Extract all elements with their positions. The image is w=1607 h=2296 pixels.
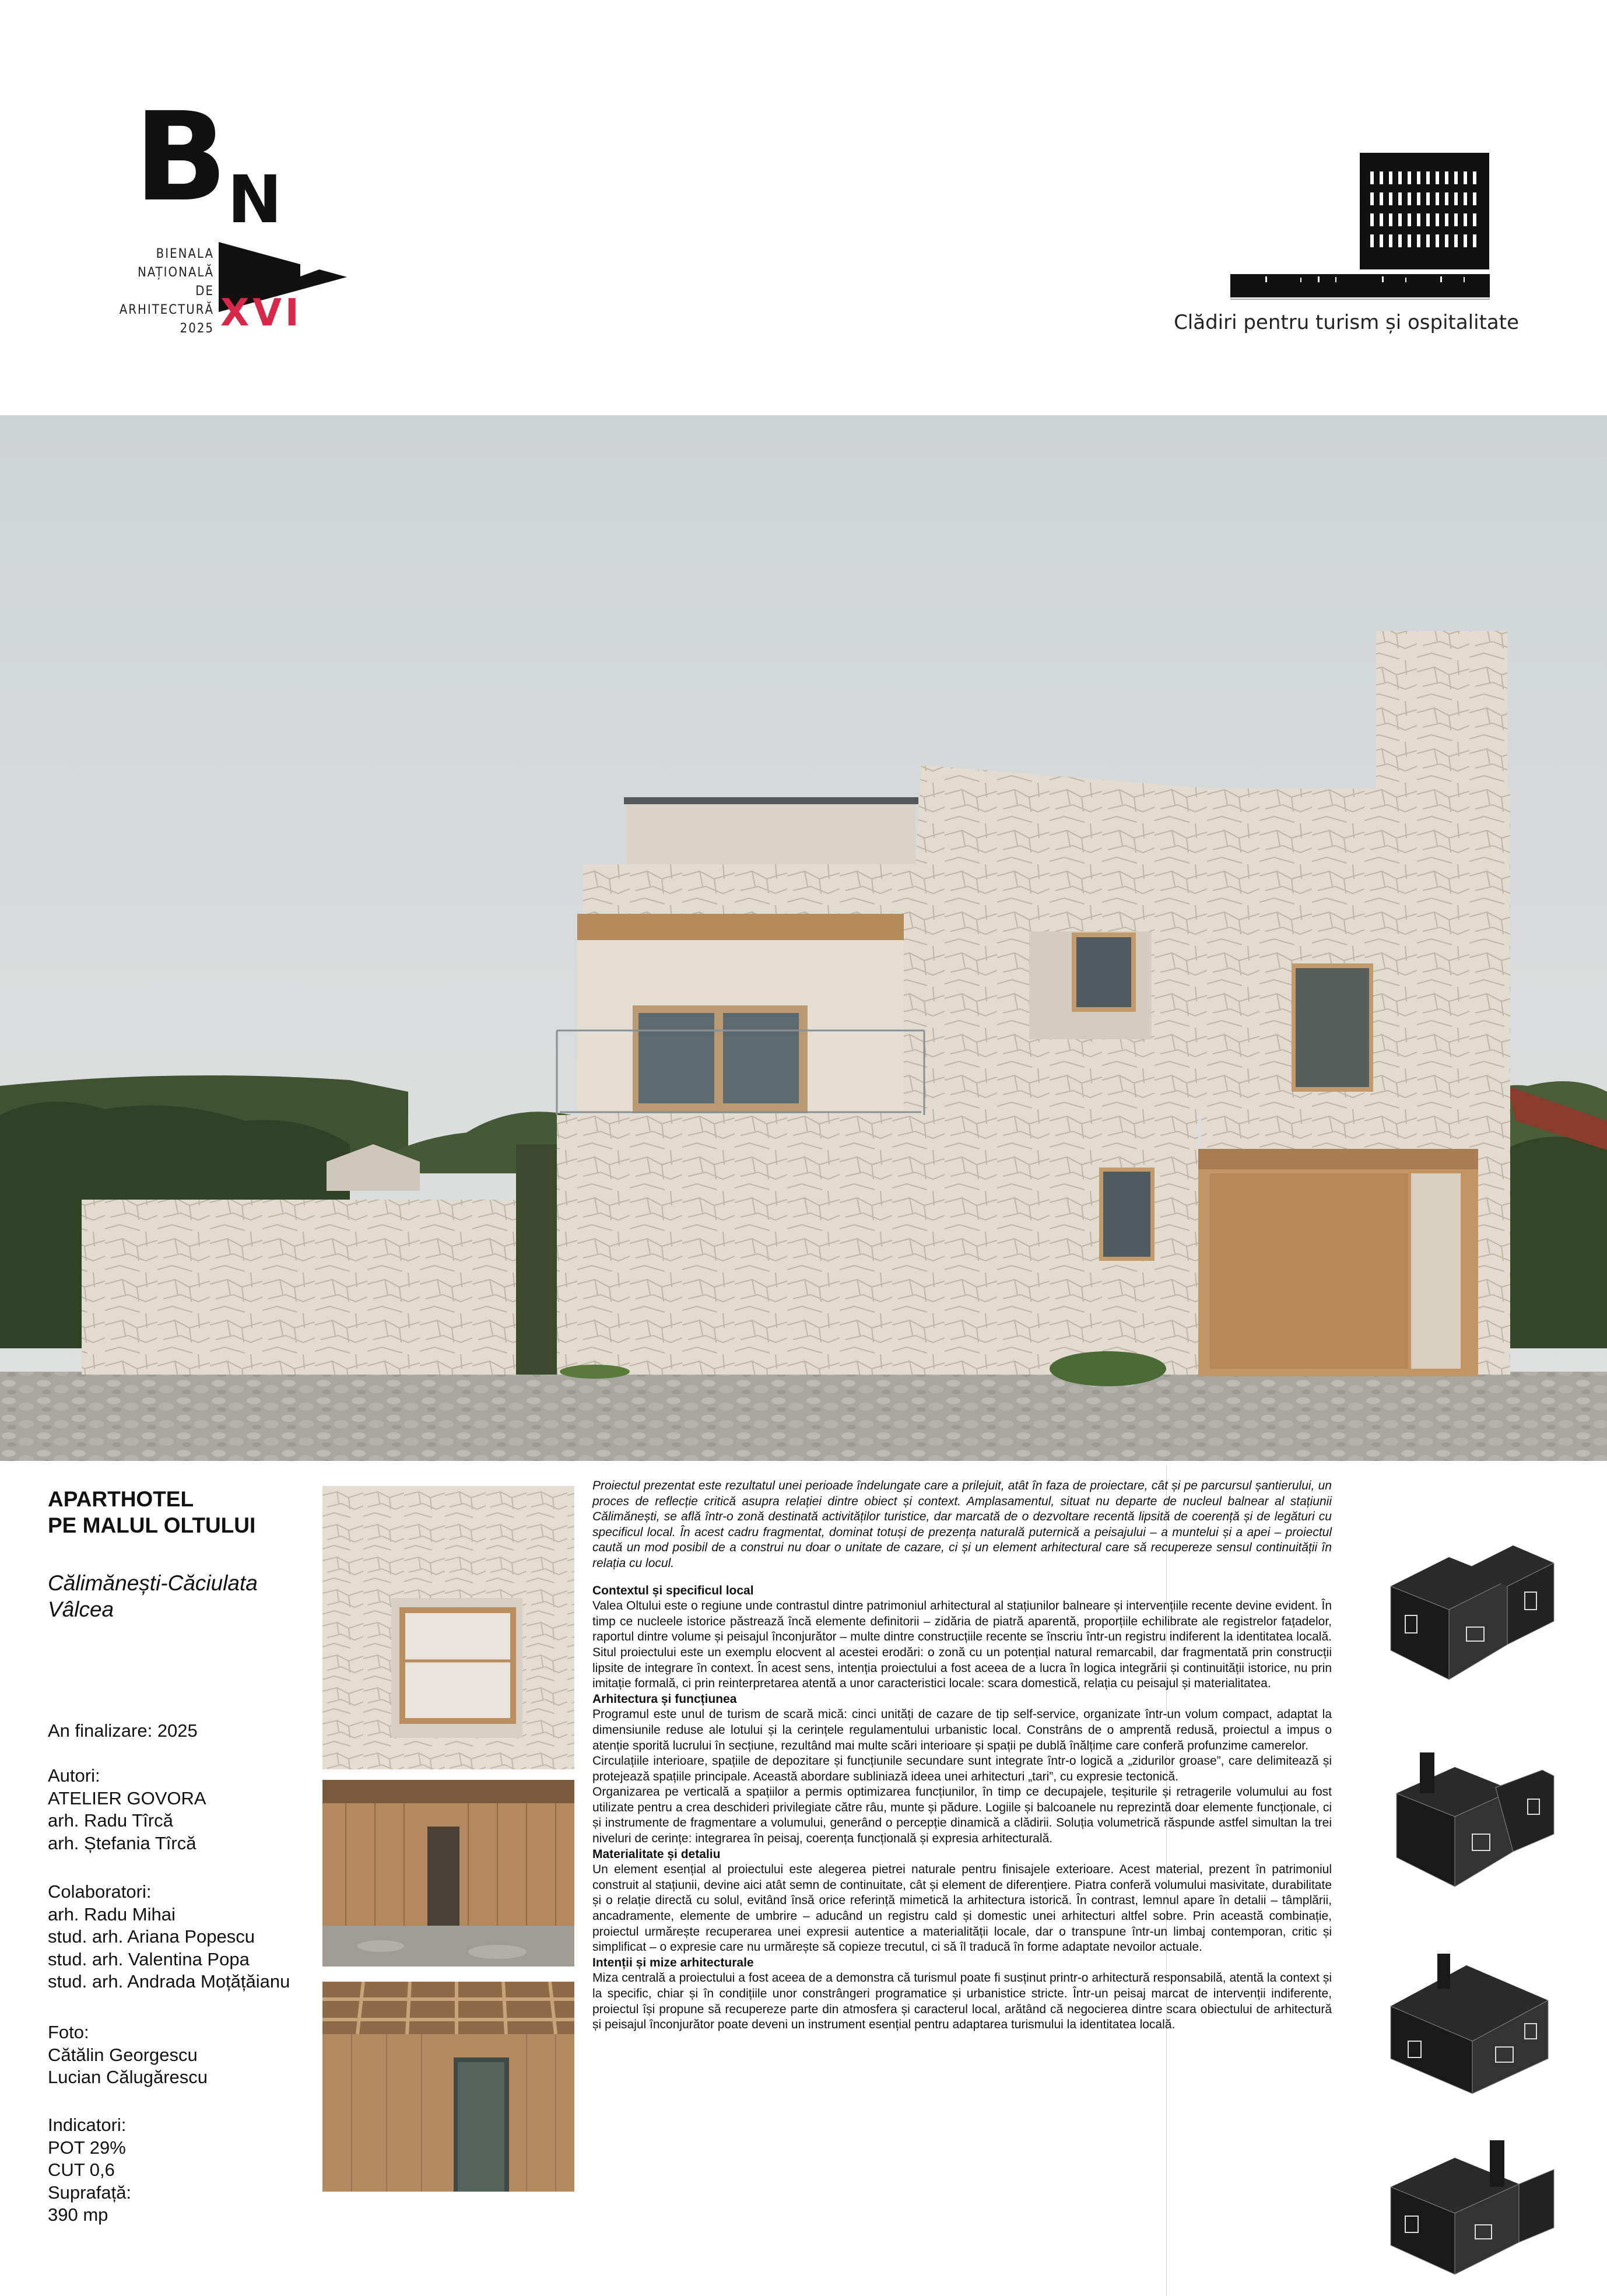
indicator: 390 mp <box>48 2204 108 2225</box>
photographer: Lucian Călugărescu <box>48 2067 208 2087</box>
logo-edition: XVI <box>220 292 303 335</box>
collaborator: stud. arh. Ariana Popescu <box>48 1926 255 1947</box>
indicators-label: Indicatori: <box>48 2115 127 2135</box>
logo-caption <box>120 245 214 338</box>
title-line: APARTHOTEL <box>48 1487 194 1511</box>
photo-credits-block <box>48 2021 316 2089</box>
indicator: Suprafață: <box>48 2182 132 2203</box>
axonometric-diagram-4 <box>1379 2129 1557 2286</box>
logo-letter-b: B <box>134 86 228 229</box>
section-paragraph: Miza centrală a proiectului a fost aceea de a demonstra că turismul poate fi susținut printr-o arhitectură responsabilă, atentă la context și la specific, chiar și în condițiile unor constrângeri programatice și urbanistice stricte. Într-un peisaj marcat de intervenții indiferente, proiectul își propune să recupereze parte din atmosfera și caracterul local, arătând că negocierea dintre scara obiectului de arhitectură și peisajul înconjurător poate deveni un instrument esențial pentru adaptarea turismului la identitatea locală. <box>592 1971 1332 2032</box>
author: arh. Ștefania Tîrcă <box>48 1832 197 1853</box>
indicator: CUT 0,6 <box>48 2160 115 2180</box>
logo-line: NAȚIONALĂ <box>137 265 214 280</box>
category-label: Clădiri pentru turism și ospitalitate <box>1174 311 1519 334</box>
logo-letter-n: N <box>227 162 282 238</box>
collaborator: stud. arh. Andrada Moțățăianu <box>48 1971 290 1992</box>
detail-photo-entrance <box>322 1982 574 2192</box>
location-line: Vâlcea <box>48 1597 114 1621</box>
section-paragraph: Valea Oltului este o regiune unde contrastul dintre patrimoniul arhitectural al stațiunilor balneare și intervențiile recente devine evident. În timp ce nucleele istorice păstrează încă elemente definitorii – zidăria de piatră aparentă, proporțiile echilibrate ale registrelor fațadelor, raportul dintre volume și peisajul înconjurător – multe dintre construcțiile recente se înscriu într-un registru indiferent la identitatea locală. Situl proiectului este un exemplu elocvent al acestei erodări: o zonă cu un potențial natural remarcabil, dar fragmentată prin construcții lipsite de integrare în context. În acest sens, intenția proiectului a fost aceea de a lucra în logica integrării și continuității istorice, nu prin imitație formală, ci prin reinterpretarea atentă a unor caracteristici locale: scara domestică, relația cu peisajul și materialitatea. <box>592 1599 1332 1691</box>
title-line: PE MALUL OLTULUI <box>48 1513 256 1537</box>
authors-block <box>48 1765 316 1855</box>
hotel-building-icon <box>1230 153 1490 302</box>
section-paragraph: Organizarea pe verticală a spațiilor a permis optimizarea funcțiunilor, în timp ce decupajele, teșiturile și retragerile volumului au fost utilizate pentru a crea deschideri privilegiate către râu, munte și pădure. Logiile și balcoanele nu reprezintă doar elemente funcționale, ci și instrumente de fragmentare a volumului, generând o percepție dinamică a clădirii. Soluția volumetrică răspunde astfel simultan la trei niveluri de cerințe: integrarea în peisaj, coerența funcțională și expresia arhitecturală. <box>592 1785 1332 1846</box>
section-heading: Materialitate și detaliu <box>592 1847 721 1861</box>
axonometric-diagram-1 <box>1379 1534 1557 1691</box>
photo-label: Foto: <box>48 2022 89 2042</box>
collaborators-block <box>48 1881 316 1993</box>
author: arh. Radu Tîrcă <box>48 1810 173 1831</box>
project-title <box>48 1486 316 1538</box>
axonometric-diagram-3 <box>1379 1942 1557 2099</box>
collaborators-label: Colaboratori: <box>48 1881 152 1902</box>
indicators-block <box>48 2114 316 2227</box>
section-paragraph: Programul este unul de turism de scară mică: cinci unități de cazare de tip self-service, organizate într-un volum compact, adaptat la dimensiunile reduse ale lotului și la cerințele regulamentului urbanistic local. Constrâns de o amprentă redusă, proiectul a impus o atenție sporită lucrului în secțiune, rezultând mai multe scări interioare și spații pe dublă înălțime care conferă profunzime camerelor. <box>592 1708 1332 1752</box>
logo-line: BIENALA <box>156 247 214 261</box>
completion-year: An finalizare: 2025 <box>48 1720 198 1741</box>
location-line: Călimănești-Căciulata <box>48 1571 258 1595</box>
logo-line: 2025 <box>180 321 214 336</box>
author: ATELIER GOVORA <box>48 1787 206 1808</box>
logo-letter-a-counter <box>300 251 335 276</box>
logo-line: DE <box>195 284 214 299</box>
collaborator: stud. arh. Valentina Popa <box>48 1948 250 1969</box>
indicator: POT 29% <box>48 2137 126 2158</box>
section-paragraph: Circulațiile interioare, spațiile de depozitare și funcțiunile secundare sunt integrate într-o logică a „zidurilor groase”, care delimitează și protejează spațiile principale. Această abordare subliniază ideea unei arhitecturi „tari”, cu expresie tectonică. <box>592 1754 1332 1783</box>
section-heading: Arhitectura și funcțiunea <box>592 1692 737 1706</box>
hero-photo <box>0 415 1607 1461</box>
section-paragraph: Un element esențial al proiectului este alegerea pietrei naturale pentru finisajele exterioare. Acest material, prezent în patrimoniul construit al stațiunii, devine aici atât semn de continuitate, cât și element de diferențiere. Piatra conferă volumului masivitate, durabilitate și o relație directă cu solul, evitând însă orice referință mimetică la arhitectura istorică. În contrast, lemnul apare în detalii – tâmplării, ancadramente, elemente de umbrire – aducând un registru cald și domestic unei arhitecturi altfel sobre. Prin această combinație, proiectul urmărește recuperarea unei expresii autentice a materialității locale, dar o transpune într-un limbaj contemporan, critic și simplificat – o expresie care nu urmărește să copieze trecutul, ci să îl traducă în forme adaptate nevoilor actuale. <box>592 1863 1332 1954</box>
project-description <box>592 1478 1332 2033</box>
authors-label: Autori: <box>48 1765 100 1786</box>
logo-line: ARHITECTURĂ <box>119 303 214 317</box>
intro-paragraph: Proiectul prezentat este rezultatul unei perioade îndelungate care a prilejuit, atât în faza de proiectare, cât și pe parcursul șantierului, un proces de reflecție critică asupra relației dintre obiect și context. Amplasamentul, situat nu departe de nucleul balnear al stațiunii Călimănești, se află într-o zonă destinată activităților turistice, dar marcată de o dezvoltare recentă lipsită de coerență și de legături cu specificul local. În acest cadru fragmentat, dominat totuși de prezența naturală puternică a peisajului – a muntelui și a apei – proiectul caută un mod posibil de a construi nu doar o unitate de cazare, ci și un element arhitectural care să recupereze sensul continuității în relația cu locul. <box>592 1479 1332 1570</box>
detail-photo-garage <box>322 1780 574 1967</box>
collaborator: arh. Radu Mihai <box>48 1904 176 1925</box>
section-heading: Intenții și mize arhitecturale <box>592 1955 754 1969</box>
detail-photo-window <box>322 1486 574 1769</box>
axonometric-diagram-2 <box>1379 1741 1557 1898</box>
photographer: Cătălin Georgescu <box>48 2044 198 2065</box>
bna-logo <box>119 86 356 376</box>
project-location <box>48 1570 316 1622</box>
section-heading: Contextul și specificul local <box>592 1583 754 1597</box>
